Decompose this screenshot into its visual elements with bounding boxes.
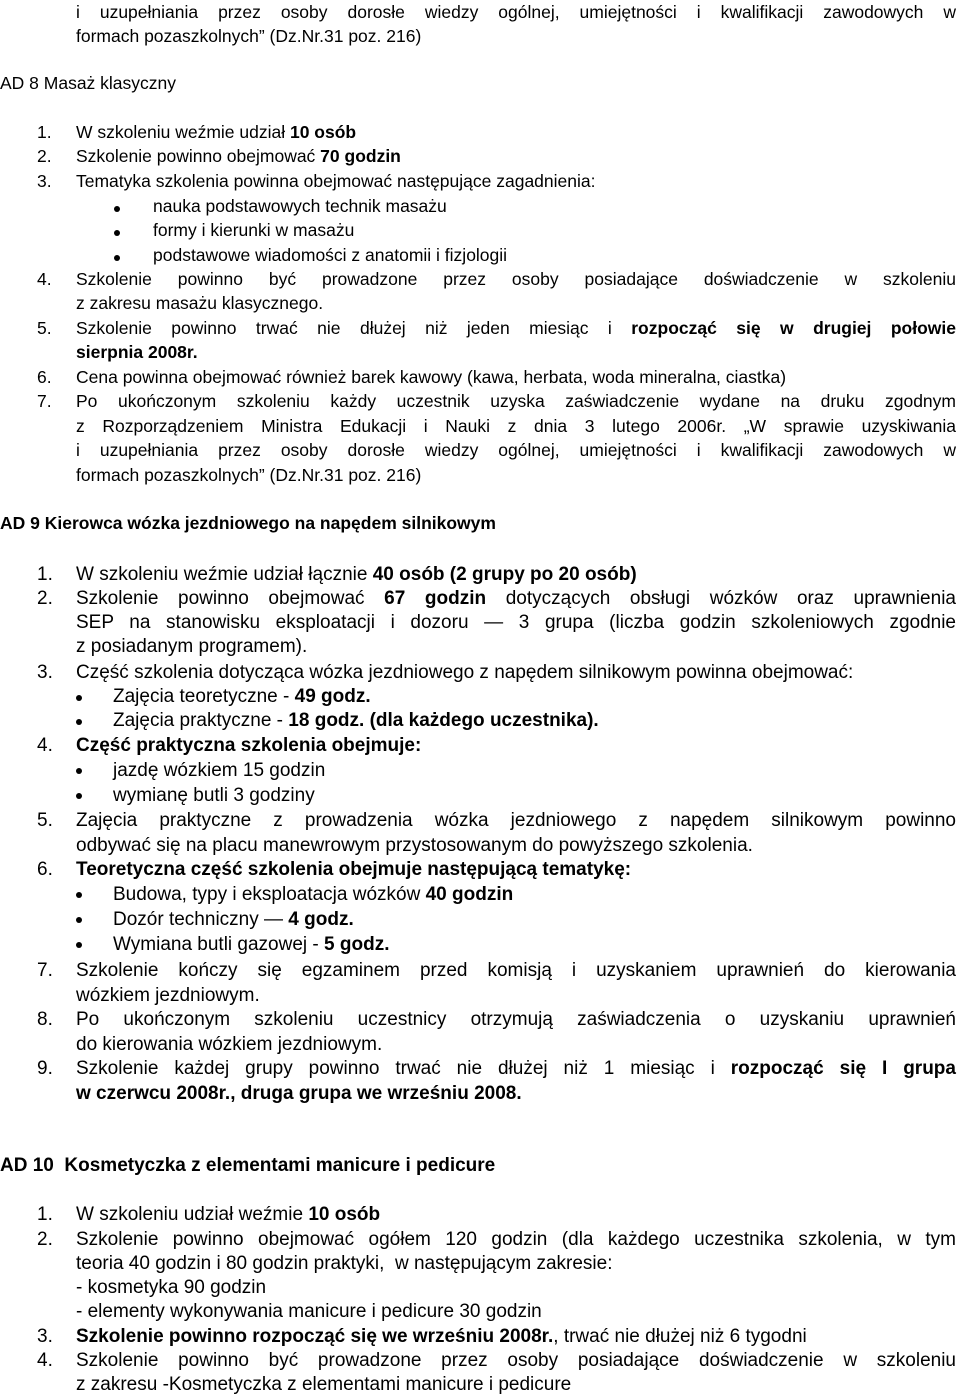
ad8-item-1: W szkoleniu weźmie udział 10 osób [76,122,357,142]
bullet-icon [76,793,82,799]
ad9-item-1: W szkoleniu weźmie udział łącznie 40 osób (2 grupy po 20 osób) [76,564,637,585]
ad9-item-8-line-2: do kierowania wózkiem jezdniowym. [76,1034,383,1055]
ad10-item-2-line-4: - elementy wykonywania manicure i pedicure 30 godzin [76,1301,542,1322]
ad8-num-3: 3. [37,171,52,191]
ad9-num-7: 7. [37,960,53,981]
ad10-item-2-line-2: teoria 40 godzin i 80 godzin praktyki, w następującym zakresie: [76,1253,613,1274]
ad9-num-3: 3. [37,662,53,683]
ad9-item-4: Część praktyczna szkolenia obejmuje: [76,735,422,756]
ad10-item-4-line-1: Szkolenie powinno być prowadzone przez osoby posiadające doświadczenie w szkoleniu [76,1350,956,1371]
bullet-icon [76,942,82,948]
ad8-item-5-line-2: sierpnia 2008r. [76,342,198,362]
ad9-item-6-bullet-3: Wymiana butli gazowej - 5 godz. [113,934,390,955]
ad9-item-7-line-1: Szkolenie kończy się egzaminem przed komisją i uzyskaniem uprawnień do kierowania [76,960,956,981]
ad10-item-2-line-1: Szkolenie powinno obejmować ogółem 120 godzin (dla każdego uczestnika szkolenia, w tym [76,1229,956,1250]
bullet-icon [114,230,120,236]
bullet-icon [76,695,82,701]
ad9-num-1: 1. [37,564,53,585]
ad8-item-7-line-4: formach pozaszkolnych” (Dz.Nr.31 poz. 216) [76,465,422,485]
ad9-item-6: Teoretyczna część szkolenia obejmuje następującą tematykę: [76,859,632,880]
ad8-num-2: 2. [37,146,52,166]
ad8-item-2: Szkolenie powinno obejmować 70 godzin [76,146,401,166]
ad8-item-7-line-2: z Rozporządzeniem Ministra Edukacji i Nauki z dnia 3 lutego 2006r. „W sprawie uzyskiwania [76,416,956,436]
ad10-item-2-line-3: - kosmetyka 90 godzin [76,1277,267,1298]
ad9-item-2-line-2: SEP na stanowisku eksploatacji i dozoru — 3 grupa (liczba godzin szkoleniowych zgodnie [76,612,956,633]
ad10-item-1: W szkoleniu udział weźmie 10 osób [76,1204,381,1225]
ad10-heading: AD 10 Kosmetyczka z elementami manicure i pedicure [0,1155,496,1176]
ad8-bullet-3: podstawowe wiadomości z anatomii i fizjologii [153,245,508,265]
bullet-icon [76,917,82,923]
ad9-item-4-bullet-2: wymianę butli 3 godziny [113,785,315,806]
ad9-item-2-line-3: z posiadanym programem). [76,636,308,657]
ad10-item-4-line-2: z zakresu -Kosmetyczka z elementami manicure i pedicure [76,1374,572,1395]
ad9-num-6: 6. [37,859,53,880]
ad9-item-2-line-1: Szkolenie powinno obejmować 67 godzin dotyczących obsługi wózków oraz uprawnienia [76,588,956,609]
ad8-bullet-1: nauka podstawowych technik masażu [153,196,447,216]
ad9-heading: AD 9 Kierowca wózka jezdniowego na napędem silnikowym [0,513,496,533]
ad9-item-7-line-2: wózkiem jezdniowym. [76,985,260,1006]
ad8-item-7-line-3: i uzupełniania przez osoby dorosłe wiedzy ogólnej, umiejętności i kwalifikacji zawodowych w [76,440,956,460]
bullet-icon [76,768,82,774]
ad8-item-5-line-1: Szkolenie powinno trwać nie dłużej niż jeden miesiąc i rozpocząć się w drugiej połowie [76,318,956,338]
ad10-item-3: Szkolenie powinno rozpocząć się we wrześniu 2008r., trwać nie dłużej niż 6 tygodni [76,1326,807,1347]
ad8-item-6: Cena powinna obejmować również barek kawowy (kawa, herbata, woda mineralna, ciastka) [76,367,787,387]
ad9-item-9-line-2: w czerwcu 2008r., druga grupa we wrześniu 2008. [76,1083,522,1104]
ad8-item-7-line-1: Po ukończonym szkoleniu każdy uczestnik uzyska zaświadczenie wydane na druku zgodnym [76,391,956,411]
bullet-icon [114,206,120,212]
bullet-icon [114,255,120,261]
ad8-item-4-line-2: z zakresu masażu klasycznego. [76,293,324,313]
ad9-num-9: 9. [37,1058,53,1079]
ad8-item-3: Tematyka szkolenia powinna obejmować następujące zagadnienia: [76,171,596,191]
ad10-num-3: 3. [37,1326,53,1347]
intro-line-2: formach pozaszkolnych” (Dz.Nr.31 poz. 216) [76,26,422,46]
bullet-icon [76,719,82,725]
intro-line-1: i uzupełniania przez osoby dorosłe wiedzy ogólnej, umiejętności i kwalifikacji zawodowych w [76,2,956,22]
ad9-item-5-line-1: Zajęcia praktyczne z prowadzenia wózka jezdniowego z napędem silnikowym powinno [76,810,956,831]
ad9-item-4-bullet-1: jazdę wózkiem 15 godzin [113,760,326,781]
ad10-num-1: 1. [37,1204,53,1225]
ad8-bullet-2: formy i kierunki w masażu [153,220,355,240]
ad8-heading: AD 8 Masaż klasyczny [0,73,177,93]
ad9-item-3-bullet-1: Zajęcia teoretyczne - 49 godz. [113,686,371,707]
ad9-item-9-line-1: Szkolenie każdej grupy powinno trwać nie dłużej niż 1 miesiąc i rozpocząć się I grupa [76,1058,956,1079]
ad8-num-1: 1. [37,122,52,142]
ad8-item-4-line-1: Szkolenie powinno być prowadzone przez osoby posiadające doświadczenie w szkoleniu [76,269,956,289]
ad9-item-3-bullet-2: Zajęcia praktyczne - 18 godz. (dla każdego uczestnika). [113,710,599,731]
ad9-num-5: 5. [37,810,53,831]
ad10-num-2: 2. [37,1229,53,1250]
ad9-item-6-bullet-1: Budowa, typy i eksploatacja wózków 40 godzin [113,884,514,905]
ad8-num-5: 5. [37,318,52,338]
ad9-num-4: 4. [37,735,53,756]
ad9-item-3: Część szkolenia dotycząca wózka jezdniowego z napędem silnikowym powinna obejmować: [76,662,854,683]
ad9-num-2: 2. [37,588,53,609]
ad9-num-8: 8. [37,1009,53,1030]
ad8-num-7: 7. [37,391,52,411]
ad8-num-6: 6. [37,367,52,387]
ad9-item-8-line-1: Po ukończonym szkoleniu uczestnicy otrzymują zaświadczenia o uzyskaniu uprawnień [76,1009,956,1030]
ad9-item-5-line-2: odbywać się na placu manewrowym przystosowanym do powyższego szkolenia. [76,835,753,856]
ad10-num-4: 4. [37,1350,53,1371]
ad9-item-6-bullet-2: Dozór techniczny — 4 godz. [113,909,354,930]
ad8-num-4: 4. [37,269,52,289]
bullet-icon [76,892,82,898]
